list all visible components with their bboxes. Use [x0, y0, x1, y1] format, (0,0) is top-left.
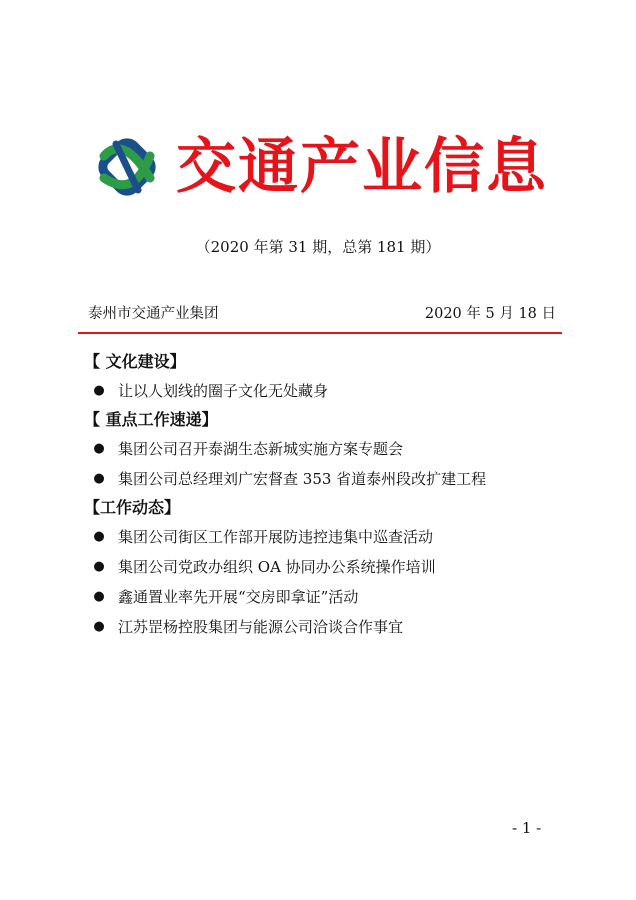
list-item-text: 江苏罡杨控股集团与能源公司洽谈合作事宜	[118, 618, 404, 636]
section-heading-culture: 【 文化建设】	[84, 352, 186, 371]
publication-title: 交通产业信息	[176, 132, 548, 202]
list-item-text: 鑫通置业率先开展“交房即拿证”活动	[118, 588, 359, 606]
list-item[interactable]	[84, 582, 564, 612]
list-item[interactable]	[84, 464, 564, 494]
section-heading-key-work: 【 重点工作速递】	[84, 410, 218, 429]
bullet-icon: ●	[93, 383, 105, 398]
bullet-icon: ●	[93, 619, 105, 634]
red-divider	[78, 332, 562, 334]
list-item[interactable]	[84, 434, 564, 464]
bullet-icon: ●	[93, 529, 105, 544]
bullet-icon: ●	[93, 441, 105, 456]
list-item[interactable]	[84, 552, 564, 582]
bullet-icon: ●	[93, 471, 105, 486]
organization-name: 泰州市交通产业集团	[88, 306, 219, 322]
masthead	[92, 126, 548, 208]
list-item-text: 让以人划线的圈子文化无处藏身	[118, 382, 329, 400]
bullet-icon: ●	[93, 589, 105, 604]
issue-number: （2020 年第 31 期，总第 181 期）	[195, 238, 441, 256]
list-item-text: 集团公司街区工作部开展防违控违集中巡查活动	[118, 528, 434, 546]
list-item[interactable]	[84, 522, 564, 552]
page-number: - 1 -	[512, 819, 542, 837]
section-heading-work-news: 【工作动态】	[84, 498, 181, 517]
list-item-text: 集团公司召开泰湖生态新城实施方案专题会	[118, 440, 404, 458]
list-item-text: 集团公司总经理刘广宏督查 353 省道泰州段改扩建工程	[118, 470, 487, 488]
list-item-text: 集团公司党政办组织 OA 协同办公系统操作培训	[118, 558, 436, 576]
list-item[interactable]	[84, 376, 564, 406]
table-of-contents	[84, 348, 564, 642]
interlocking-chain-logo-icon	[92, 132, 162, 202]
bullet-icon: ●	[93, 559, 105, 574]
publication-date: 2020 年 5 月 18 日	[424, 306, 556, 322]
list-item[interactable]	[84, 612, 564, 642]
